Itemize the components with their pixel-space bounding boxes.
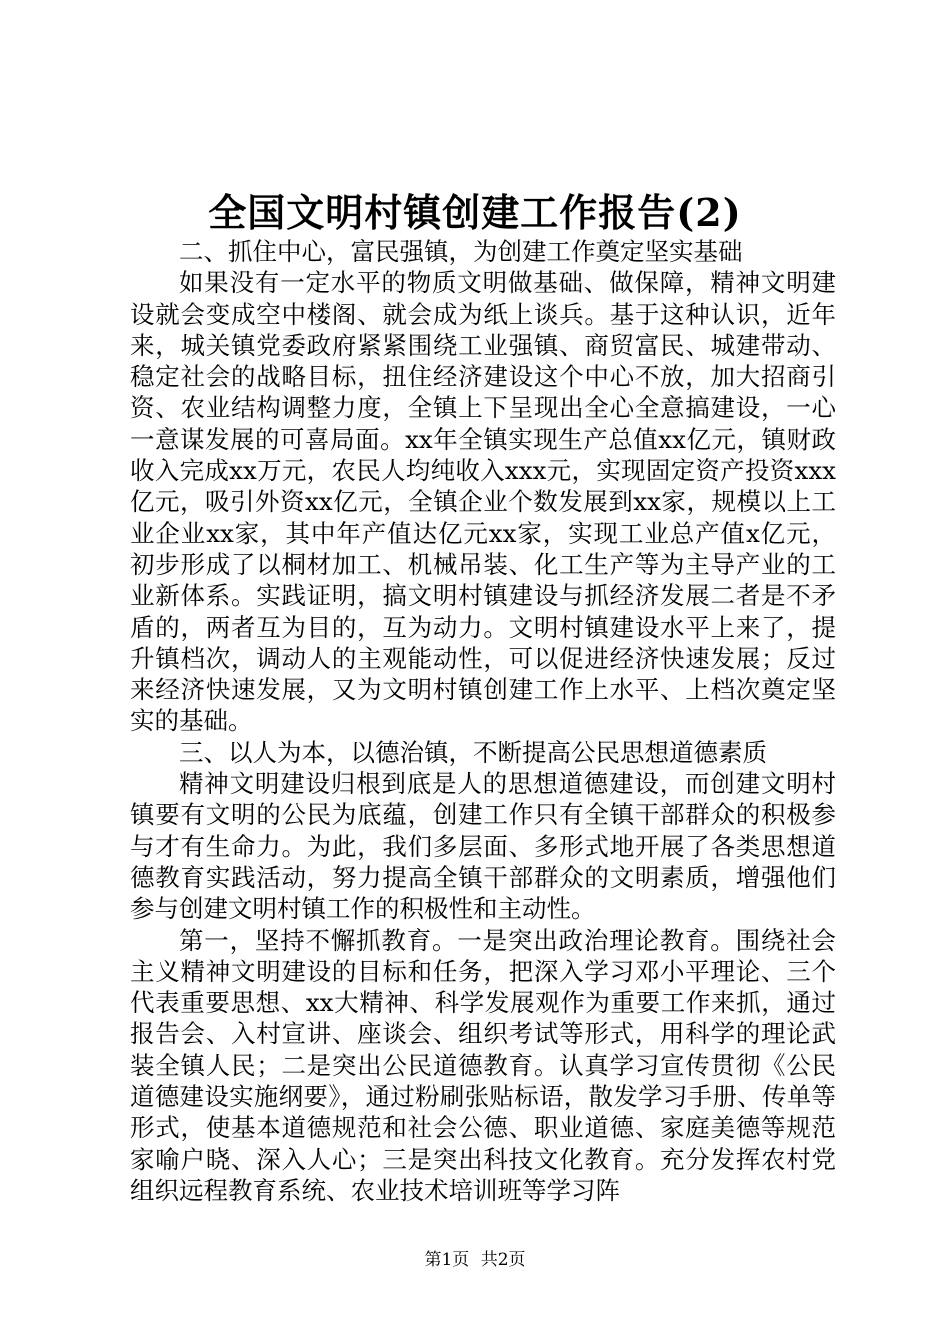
- section-heading-2: 二、抓住中心，富民强镇，为创建工作奠定坚实基础: [179, 237, 743, 266]
- section-heading-3: 三、以人为本，以德治镇，不断提高公民思想道德素质: [179, 737, 767, 767]
- page-total: 共2页: [480, 1250, 526, 1270]
- body-paragraph: 如果没有一定水平的物质文明做基础、做保障，精神文明建设就会变成空中楼阁、就会成为纸上谈兵。基于这种认识，近年来，城关镇党委政府紧紧围绕工业强镇、商贸富民、城建带动、稳定社会的战略目标，扭住经济建设这个中心不放，加大招商引资、农业结构调整力度，全镇上下呈现出全心全意搞建设，一心一意谋发展的可喜局面。xx年全镇实现生产总值xx亿元，镇财政收入完成xx万元，农民人均纯收入xxx元，实现固定资产投资xxx亿元，吸引外资xx亿元，全镇企业个数发展到xx家，规模以上工业企业xx家，其中年产值达亿元xx家，实现工业总产值x亿元，初步形成了以桐材加工、机械吊装、化工生产等为主导产业的工业新体系。实践证明，搞文明村镇建设与抓经济发展二者是不矛盾的，两者互为目的，互为动力。文明村镇建设水平上来了，提升镇档次，调动人的主观能动性，可以促进经济快速发展；反过来经济快速发展，又为文明村镇创建工作上水平、上档次奠定坚实的基础。: [130, 268, 836, 736]
- document-body: [130, 236, 836, 1206]
- page-number: 第1页: [424, 1250, 470, 1270]
- document-title: 全国文明村镇创建工作报告(2): [208, 190, 742, 235]
- body-paragraph: 精神文明建设归根到底是人的思想道德建设，而创建文明村镇要有文明的公民为底蕴，创建工作只有全镇干部群众的积极参与才有生命力。为此，我们多层面、多形式地开展了各类思想道德教育实践活动，努力提高全镇干部群众的文明素质，增强他们参与创建文明村镇工作的积极性和主动性。: [130, 769, 836, 924]
- body-paragraph: 第一，坚持不懈抓教育。一是突出政治理论教育。围绕社会主义精神文明建设的目标和任务，把深入学习邓小平理论、三个代表重要思想、xx大精神、科学发展观作为重要工作来抓，通过报告会、入村宣讲、座谈会、组织考试等形式，用科学的理论武装全镇人民；二是突出公民道德教育。认真学习宣传贯彻《公民道德建设实施纲要》，通过粉刷张贴标语，散发学习手册、传单等形式，使基本道德规范和社会公德、职业道德、家庭美德等规范家喻户晓、深入人心；三是突出科技文化教育。充分发挥农村党组织远程教育系统、农业技术培训班等学习阵: [130, 925, 836, 1205]
- page-footer: [0, 1245, 950, 1270]
